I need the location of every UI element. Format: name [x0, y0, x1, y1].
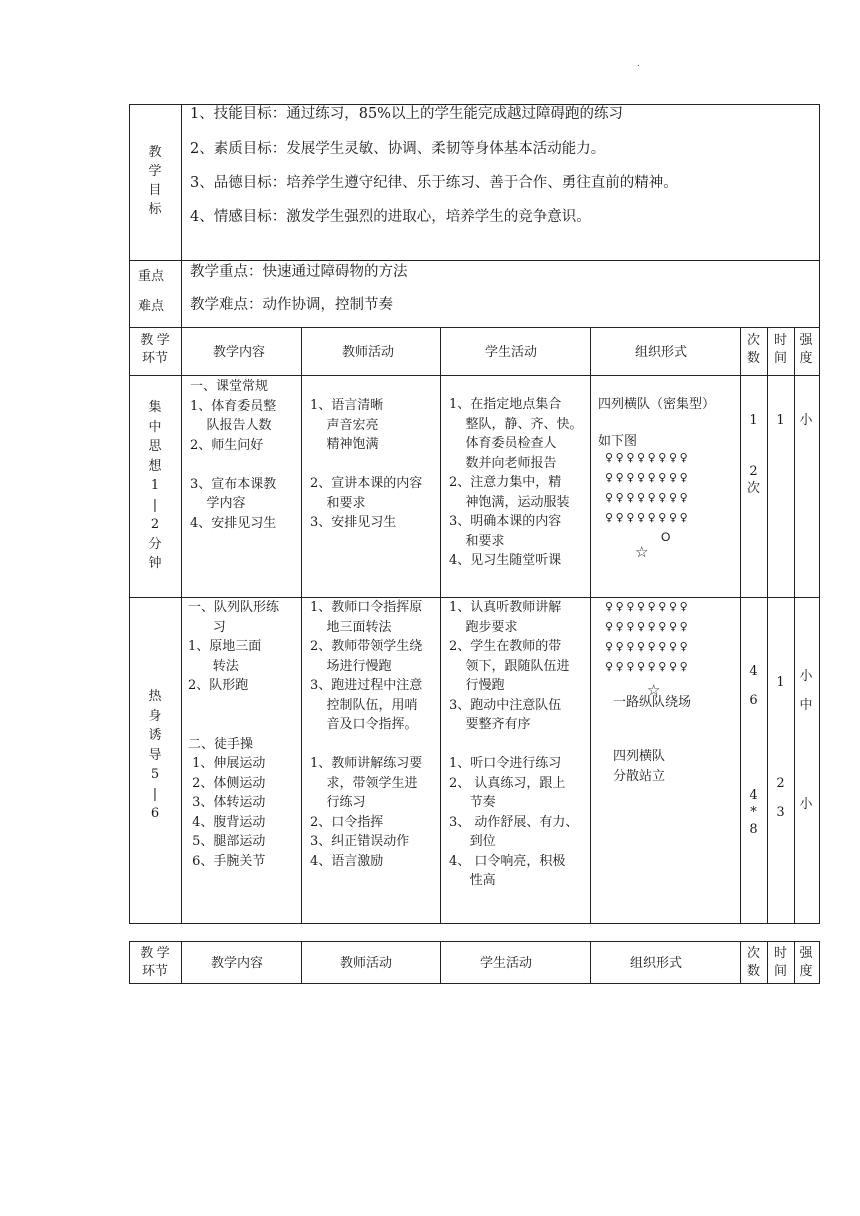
objective-item: 4、情感目标：激发学生强烈的进取心，培养学生的竞争意识。 [190, 209, 591, 225]
section2-intensity-1: 小 中 [799, 669, 813, 713]
objective-item: 3、品德目标：培养学生遵守纪律、乐于练习、善于合作、勇往直前的精神。 [190, 175, 678, 191]
section2-student: 1、认真听教师讲解 跑步要求 2、学生在教师的带 领下，跟随队伍进 行慢跑 3、跑动中注意队伍 要整齐有序 1、听口令进行练习 2、 认真练习，跟上 节奏 3、 动作舒展、有力、 到位 4、 口令响亮，积极 性高 [449, 600, 579, 888]
header-intensity: 强 度 [799, 332, 813, 365]
header-intensity: 强 度 [799, 945, 813, 978]
section1-organization-note: 如下图 [598, 434, 638, 449]
header-times: 次 数 [746, 945, 760, 978]
formation-row: ♀♀♀♀♀♀♀♀ [605, 660, 691, 673]
section2-organization-1: 一路纵队绕场 [613, 695, 692, 710]
section2-times-1: 4 6 [749, 664, 758, 708]
section2-intensity-2: 小 [799, 797, 813, 812]
objective-item: 1、技能目标：通过练习，85%以上的学生能完成越过障碍跑的练习 [190, 106, 623, 122]
star-icon: ☆ [647, 681, 661, 699]
difficulty-label: 难点 [138, 298, 165, 313]
formation-row: ♀♀♀♀♀♀♀♀ [605, 640, 691, 653]
section2-content: 一、队列队形练 习 1、原地三面 转法 2、队形跑 二、徒手操 1、伸展运动 2、体侧运动 3、体转运动 4、腹背运动 5、腿部运动 6、手腕关节 [188, 600, 280, 869]
section1-content: 一、课堂常规 1、体育委员整 队报告人数 2、师生问好 3、宣布本课教 学内容 4、安排见习生 [190, 379, 277, 531]
header-times: 次 数 [746, 332, 760, 365]
formation-row: ♀♀♀♀♀♀♀♀ [605, 471, 691, 484]
key-point-text: 教学重点：快速通过障碍物的方法 [190, 264, 408, 280]
objectives-label: 教 学 目 标 [148, 145, 162, 217]
teacher-position-mark: O [661, 530, 671, 544]
key-points-label: 重点 [138, 268, 165, 283]
star-icon: ☆ [635, 543, 649, 561]
section2-times-2: 4 * 8 [749, 788, 758, 837]
section1-teacher: 1、语言清晰 声音宏亮 精神饱满 2、宣讲本课的内容 和要求 3、安排见习生 [310, 398, 423, 530]
formation-row: ♀♀♀♀♀♀♀♀ [605, 511, 691, 524]
section1-organization-title: 四列横队（密集型） [598, 397, 716, 412]
header-content: 教学内容 [213, 344, 266, 359]
section2-duration-2: 2 3 [776, 776, 785, 820]
formation-row: ♀♀♀♀♀♀♀♀ [605, 620, 691, 633]
header-student: 学生活动 [485, 344, 538, 359]
header-stage: 教 学 环节 [140, 945, 170, 978]
section1-stage: 集 中 思 想 1 | 2 分 钟 [148, 400, 162, 571]
objective-item: 2、素质目标：发展学生灵敏、协调、柔韧等身体基本活动能力。 [190, 141, 606, 157]
formation-row: ♀♀♀♀♀♀♀♀ [605, 451, 691, 464]
header-student: 学生活动 [480, 955, 533, 970]
section2-duration-1: 1 [776, 675, 785, 690]
formation-row: ♀♀♀♀♀♀♀♀ [605, 600, 691, 613]
section1-times: 1 2 次 [746, 413, 760, 496]
formation-row: ♀♀♀♀♀♀♀♀ [605, 491, 691, 504]
section2-teacher: 1、教师口令指挥原 地三面转法 2、教师带领学生绕 场进行慢跑 3、跑进过程中注意 控制队伍，用哨 音及口令指挥。 1、教师讲解练习要 求，带领学生进 行练习 2、口令指挥 3、纠正错误动作 4、语言激励 [310, 600, 423, 869]
page-marker: . [637, 58, 640, 69]
header-teacher: 教师活动 [340, 955, 393, 970]
header-content: 教学内容 [211, 955, 264, 970]
header-stage: 教 学 环节 [140, 332, 170, 365]
header-organization: 组织形式 [630, 955, 683, 970]
section1-student: 1、在指定地点集合 整队，静、齐、快。 体育委员检查人 数并向老师报告 2、注意力集中，精 神饱满，运动服装 3、明确本课的内容 和要求 4、见习生随堂听课 [449, 397, 583, 568]
header-organization: 组织形式 [635, 344, 688, 359]
section2-organization-2: 四列横队 分散站立 [613, 749, 666, 784]
section2-stage: 热 身 诱 导 5 | 6 [148, 689, 162, 821]
header-duration: 时 间 [773, 332, 787, 365]
section1-intensity: 小 [799, 413, 813, 428]
difficulty-text: 教学难点：动作协调，控制节奏 [190, 297, 393, 313]
header-teacher: 教师活动 [342, 344, 395, 359]
header-duration: 时 间 [773, 945, 787, 978]
section1-duration: 1 [776, 413, 785, 428]
